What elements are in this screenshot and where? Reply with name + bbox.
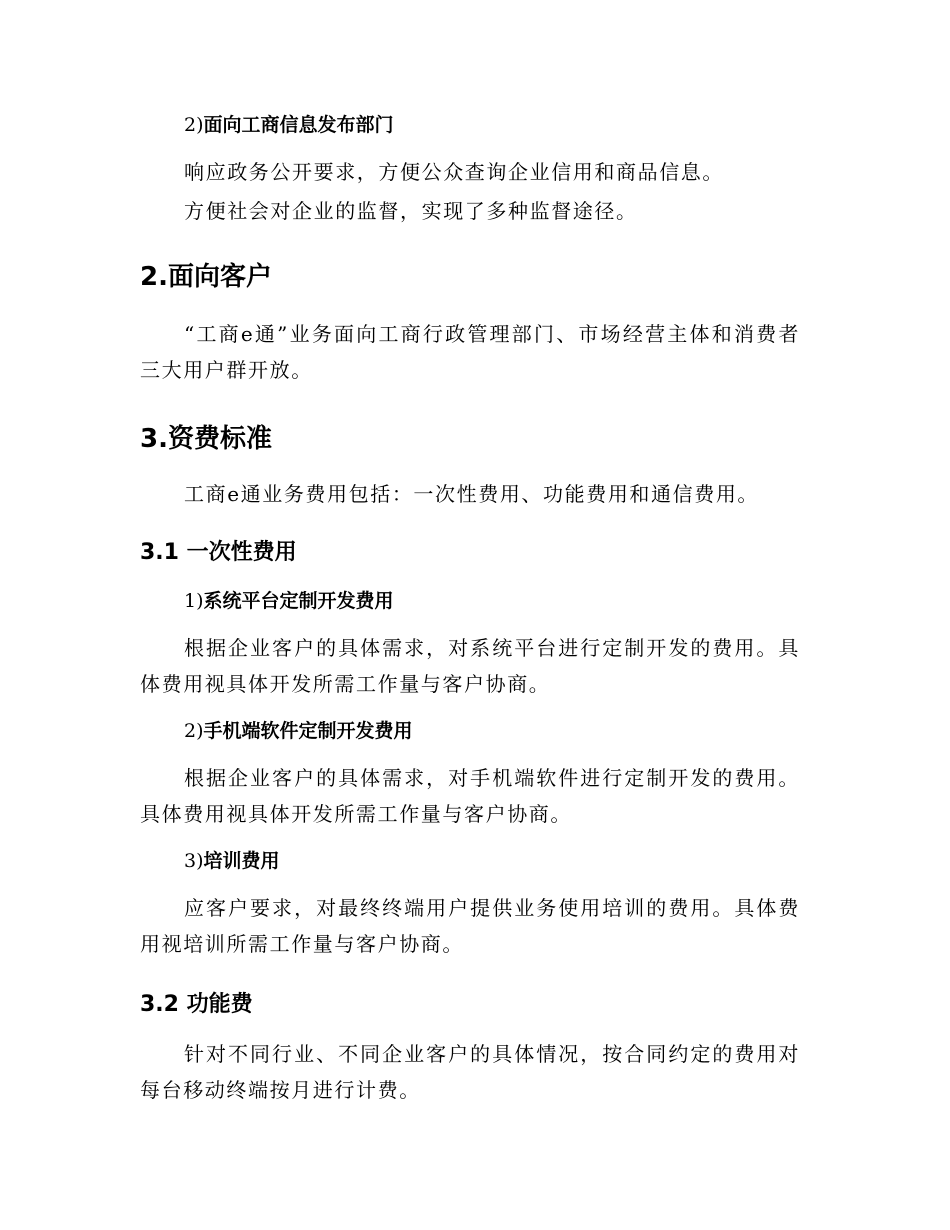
paragraph-tariff: 工商e通业务费用包括：一次性费用、功能费用和通信费用。 xyxy=(184,482,760,506)
subheading-text: 面向工商信息发布部门 xyxy=(203,114,394,136)
paragraph-mobile-dev: 根据企业客户的具体需求，对手机端软件进行定制开发的费用。具体费用视具体开发所需工作量与客户协商。 xyxy=(140,766,800,826)
paragraph-training: 应客户要求，对最终终端用户提供业务使用培训的费用。具体费用视培训所需工作量与客户协商。 xyxy=(140,896,800,956)
heading-customers: 2.面向客户 xyxy=(140,262,272,292)
subheading-platform-dev xyxy=(184,588,844,614)
subheading-text: 手机端软件定制开发费用 xyxy=(203,720,413,742)
subheading-number: 2) xyxy=(184,720,204,742)
subheading-info-publishing xyxy=(184,112,844,138)
heading-function-fee: 3.2 功能费 xyxy=(140,992,253,1017)
heading-one-time-fees: 3.1 一次性费用 xyxy=(140,540,297,565)
subheading-mobile-dev xyxy=(184,718,844,744)
paragraph-supervision: 方便社会对企业的监督，实现了多种监督途径。 xyxy=(184,199,638,223)
paragraph-platform-dev: 根据企业客户的具体需求，对系统平台进行定制开发的费用。具体费用视具体开发所需工作量与客户协商。 xyxy=(140,636,800,696)
subheading-text: 培训费用 xyxy=(203,850,280,872)
subheading-text: 系统平台定制开发费用 xyxy=(203,590,394,612)
subheading-number: 1) xyxy=(184,590,204,612)
subheading-number: 2) xyxy=(184,114,204,136)
subheading-number: 3) xyxy=(184,850,204,872)
paragraph-public-query: 响应政务公开要求，方便公众查询企业信用和商品信息。 xyxy=(184,160,724,184)
subheading-training xyxy=(184,848,844,874)
heading-tariff: 3.资费标准 xyxy=(140,424,272,454)
paragraph-customers: “工商e通”业务面向工商行政管理部门、市场经营主体和消费者三大用户群开放。 xyxy=(140,322,800,382)
paragraph-function-fee: 针对不同行业、不同企业客户的具体情况，按合同约定的费用对每台移动终端按月进行计费。 xyxy=(140,1042,800,1102)
